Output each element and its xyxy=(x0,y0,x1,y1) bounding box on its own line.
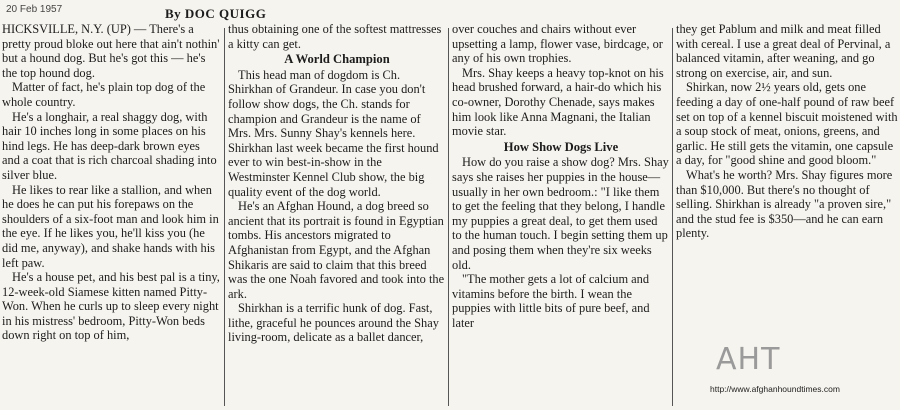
paragraph: HICKSVILLE, N.Y. (UP) — There's a pretty proud bloke out here that ain't nothin' but a hound dog. But he's got this — he's the top hound dog. xyxy=(2,22,220,80)
source-url: http://www.afghanhoundtimes.com xyxy=(710,384,840,394)
paragraph: Matter of fact, he's plain top dog of the whole country. xyxy=(2,80,206,109)
paragraph: Shirkhan is a terrific hunk of dog. Fast, lithe, graceful he pounces around the Shay living-room, delicate as a ballet dancer, xyxy=(228,301,439,345)
paragraph: What's he worth? Mrs. Shay figures more than $10,000. But there's no thought of selling. Shirkhan is already "a proven sire," and the stud fee is $350—and he can earn plenty. xyxy=(676,167,893,241)
paragraph: He's a house pet, and his best pal is a tiny, 12-week-old Siamese kitten named Pitty-Won. When he curls up to sleep every night in his mistress' bedroom, Pitty-Won beds down right on top of him, xyxy=(2,270,220,343)
column-rule xyxy=(672,28,673,406)
paragraph: How do you raise a show dog? Mrs. Shay says she raises her puppies in the house—usually in her own bedroom.: "I like them to get the feeling that they belong, I handle my puppies a great deal, to get them used to the human touch. I begin setting them up and posing them when they're six weeks old. xyxy=(452,155,669,272)
subheading: How Show Dogs Live xyxy=(503,139,619,154)
article-column-4 xyxy=(676,22,898,410)
paragraph: He's a longhair, a real shaggy dog, with hair 10 inches long in some places on his hind legs. He has deep-dark brown eyes and a coat that is rich charcoal shading into silver blue. xyxy=(2,109,217,182)
subheading: A World Champion xyxy=(284,52,390,67)
paragraph: This head man of dogdom is Ch. Shirkhan of Grandeur. In case you don't follow show dogs, the Ch. stands for champion and Grandeur is the name of Mrs. Mrs. Sunny Shay's kennels here. Shirkhan last week became the first hound ever to win best-in-show in the Westminster Kennel Club show, the big quality event of the dog world. xyxy=(228,67,439,199)
paragraph: He likes to rear like a stallion, and when he does he can put his forepaws on the shoulders of a six-foot man and look him in the eye. If he likes you, he'll kiss you (he did me, anyway), and shake hands with his left paw. xyxy=(2,182,219,270)
watermark-logo: AHT xyxy=(716,342,781,377)
paragraph: over couches and chairs without ever upsetting a lamp, flower vase, birdcage, or any of his own trophies. xyxy=(452,22,663,66)
paragraph: they get Pablum and milk and meat filled with cereal. I use a great deal of Pervinal, a balanced vitamin, after weaning, and go strong on exercise, air, and sun. xyxy=(676,22,891,80)
article-column-1 xyxy=(2,22,220,410)
byline: By DOC QUIGG xyxy=(165,6,267,21)
paragraph: thus obtaining one of the softest mattresses a kitty can get. xyxy=(228,22,442,51)
date-stamp: 20 Feb 1957 xyxy=(6,4,63,15)
paragraph: "The mother gets a lot of calcium and vitamins before the birth. I wean the puppies with little bits of pure beef, and later xyxy=(452,272,650,330)
column-rule xyxy=(448,28,449,406)
paragraph: Mrs. Shay keeps a heavy top-knot on his head brushed forward, a hair-do which his co-owner, Dorothy Chenade, says makes him look like Anna Magnani, the Italian movie star. xyxy=(452,65,664,139)
article-column-2 xyxy=(228,22,446,410)
paragraph: Shirkan, now 2½ years old, gets one feeding a day of one-half pound of raw beef set on top of a kennel biscuit moistened with a soup stock of meat, onions, greens, and garlic. He still gets the vitamin, one capsule a day, for "good shine and good bloom." xyxy=(676,80,898,168)
paragraph: He's an Afghan Hound, a dog breed so ancient that its portrait is found in Egyptian tombs. His ancestors migrated to Afghanistan from Egypt, and the Afghan Shikaris are said to claim that this breed was the one Noah favored and took into the ark. xyxy=(228,199,445,301)
article-column-3 xyxy=(452,22,670,410)
column-rule xyxy=(224,28,225,406)
